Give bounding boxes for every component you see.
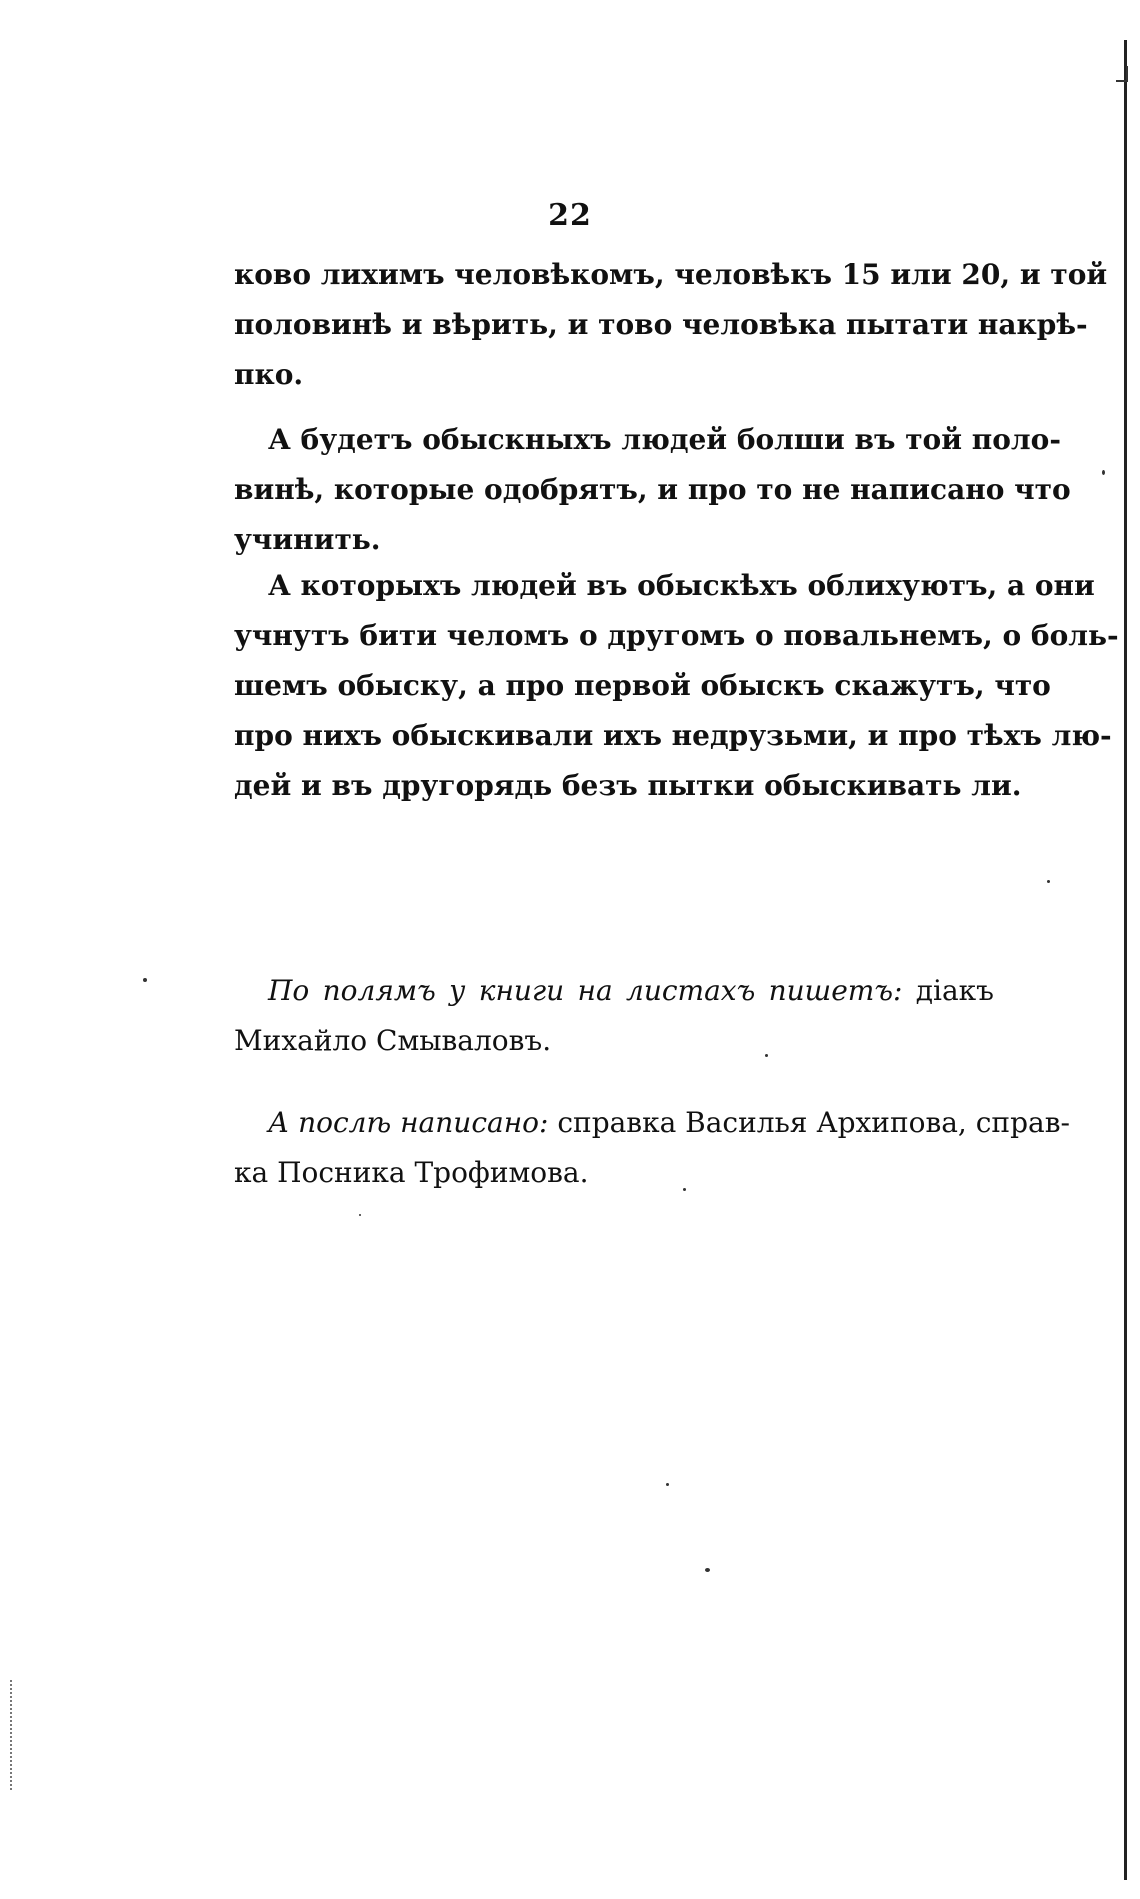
- text-line: половинѣ и вѣрить, и тово человѣка пытати накрѣ-: [234, 308, 1088, 341]
- margin-note-2: [234, 1098, 1070, 1198]
- text-line: учнутъ бити челомъ о другомъ о повальнемъ, о боль-: [234, 619, 1119, 652]
- text-line: винѣ, которые одобрятъ, и про то не написано что: [234, 473, 1071, 506]
- note-italic-lead: А послѣ написано:: [268, 1106, 549, 1139]
- note-text: справка Василья Архипова, справ-: [557, 1106, 1070, 1139]
- note-italic-lead: По полямъ у книги на листахъ пишетъ:: [268, 974, 903, 1007]
- scan-speck: [143, 978, 147, 982]
- scan-speck: [359, 1214, 361, 1216]
- text-line: дей и въ другорядь безъ пытки обыскивать ли.: [234, 769, 1022, 802]
- text-line: А будетъ обыскныхъ людей болши въ той поло-: [268, 423, 1061, 456]
- note-line: [234, 966, 994, 1016]
- note-line: [234, 1098, 1070, 1148]
- page-edge-mark: [1116, 66, 1128, 82]
- text-line: про нихъ обыскивали ихъ недрузьми, и про тѣхъ лю-: [234, 719, 1112, 752]
- note-text: діакъ: [915, 974, 994, 1007]
- page-number: 22: [548, 198, 592, 233]
- scan-speck: [765, 1054, 768, 1057]
- text-line: пко.: [234, 358, 304, 391]
- text-line: шемъ обыску, а про первой обыскъ скажутъ, что: [234, 669, 1051, 702]
- scan-edge-marks: [10, 1680, 14, 1790]
- paragraph-3: [234, 561, 1119, 811]
- scan-speck: [666, 1483, 669, 1486]
- paragraph-1: [234, 250, 1108, 400]
- scan-speck: [1047, 880, 1050, 883]
- scan-speck: [1102, 470, 1105, 475]
- margin-note-1: [234, 966, 994, 1066]
- text-line: А которыхъ людей въ обыскѣхъ облихуютъ, а они: [268, 569, 1095, 602]
- note-line: Михайло Смываловъ.: [234, 1024, 552, 1057]
- text-line: ково лихимъ человѣкомъ, человѣкъ 15 или 20, и той: [234, 258, 1108, 291]
- paragraph-2: [234, 415, 1071, 565]
- note-line: ка Посника Трофимова.: [234, 1156, 589, 1189]
- text-line: учинить.: [234, 523, 381, 556]
- page-edge-rule: [1124, 40, 1127, 1880]
- scan-speck: [683, 1188, 686, 1191]
- scan-speck: [705, 1568, 710, 1572]
